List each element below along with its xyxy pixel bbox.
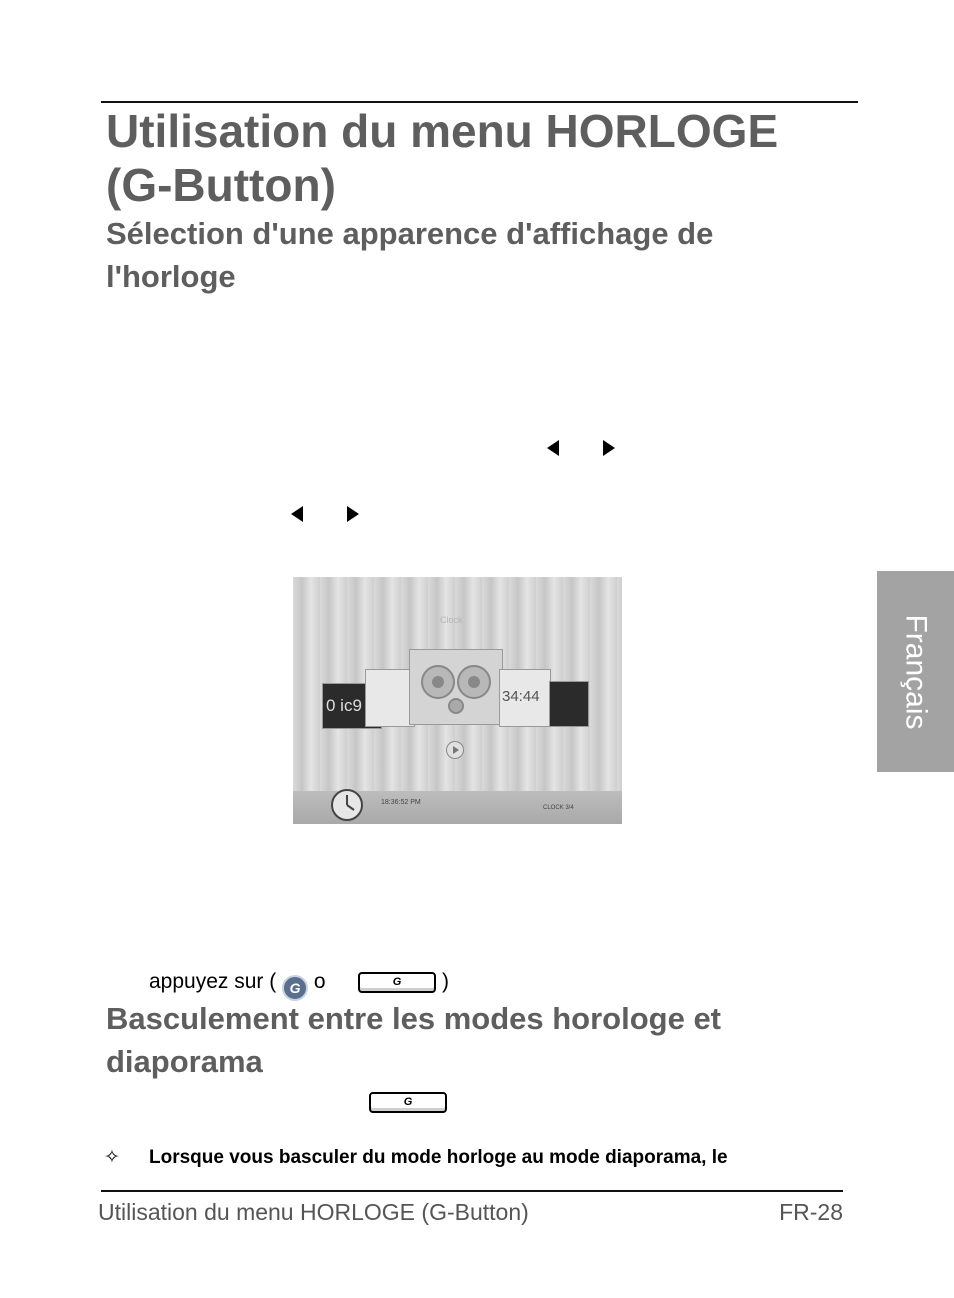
screenshot-mode-tag: CLOCK 3/4 (543, 805, 574, 811)
clock-tile-galaxy (549, 681, 589, 727)
play-icon (446, 741, 464, 759)
left-arrow-icon (547, 440, 559, 456)
screenshot-time: 18:36:52 PM (381, 799, 421, 806)
language-tab-label: Français (899, 613, 933, 730)
right-arrow-icon (603, 440, 615, 456)
press-or: o (313, 970, 326, 993)
section-title-mode-switch: Basculement entre les modes horologe et diaporama (106, 1001, 722, 1079)
g-button-bar-icon: G (358, 972, 436, 993)
language-tab (877, 571, 954, 772)
press-suffix: ) (442, 970, 449, 993)
note-text: Lorsque vous basculer du mode horloge au mode diaporama, le (149, 1147, 728, 1168)
clock-tile-digital-time: 34:44 (499, 669, 551, 727)
footer-title: Utilisation du menu HORLOGE (G-Button) (98, 1199, 529, 1225)
page-number: FR-28 (779, 1199, 843, 1225)
screenshot-status-bar (293, 791, 622, 824)
clock-menu-screenshot (293, 577, 622, 824)
clock-tile-calendar (365, 669, 415, 727)
left-arrow-icon (291, 506, 303, 522)
bottom-rule (101, 1190, 843, 1192)
page-title: Utilisation du menu HORLOGE (G-Button) (106, 105, 779, 211)
g-button-bar-icon: G (369, 1092, 447, 1113)
screenshot-top-label: Clock (440, 615, 463, 625)
note-bullet: ✧ (104, 1146, 120, 1168)
gears-icon (410, 650, 502, 724)
press-prefix: appuyez sur ( (149, 970, 277, 993)
analog-clock-icon (329, 785, 369, 821)
clock-tile-gears-selected (409, 649, 503, 725)
right-arrow-icon (347, 506, 359, 522)
g-button-round-icon: G (282, 975, 308, 1001)
section-title-clock-appearance: Sélection d'une apparence d'affichage de l'horloge (106, 216, 714, 294)
top-rule (101, 101, 858, 103)
clock-tile-digital-left: 0 ic9 (322, 683, 382, 729)
